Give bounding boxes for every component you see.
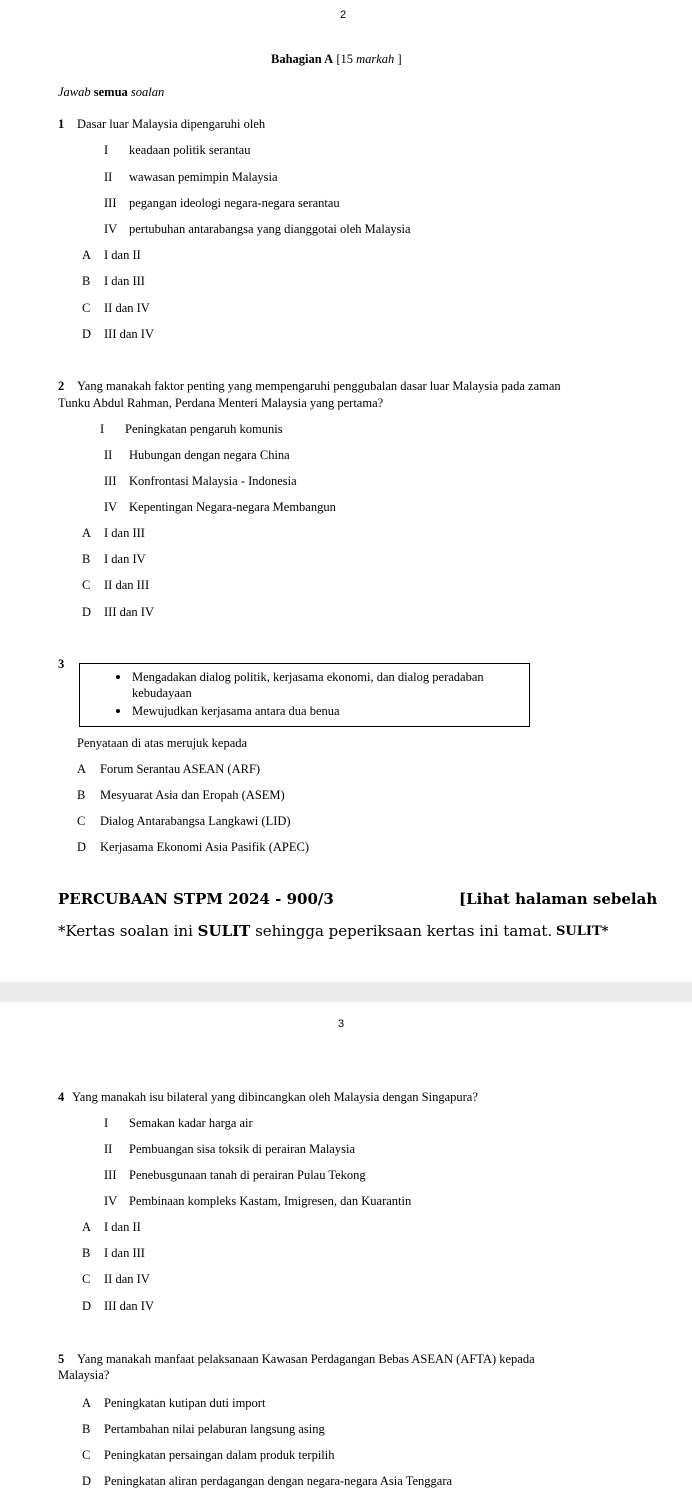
statement-text: Pembinaan kompleks Kastam, Imigresen, dan Kuarantin xyxy=(129,1194,412,1208)
question-stem: Penyataan di atas merujuk kepada xyxy=(77,736,248,750)
option-letter: B xyxy=(77,788,86,802)
note-text: sehingga peperiksaan kertas ini tamat. xyxy=(250,922,553,940)
exam-code: PERCUBAAN STPM 2024 - 900/3 xyxy=(58,890,334,908)
option-text: Forum Serantau ASEAN (ARF) xyxy=(100,762,261,776)
option-letter: C xyxy=(82,301,91,315)
exam-page-3 xyxy=(0,1002,692,1494)
statement-text: Konfrontasi Malaysia - Indonesia xyxy=(129,474,297,488)
option-text: I dan IV xyxy=(104,552,146,566)
option-letter: A xyxy=(82,526,92,540)
option-letter: D xyxy=(77,840,87,854)
question-number: 4 xyxy=(58,1090,65,1104)
option-text: I dan III xyxy=(104,526,145,540)
statement-numeral: I xyxy=(104,1116,109,1130)
question-number: 1 xyxy=(58,117,65,131)
instruction-semua: semua xyxy=(93,85,128,99)
page-number: 2 xyxy=(340,9,347,21)
option-text: II dan IV xyxy=(104,301,150,315)
option-letter: C xyxy=(77,814,86,828)
statement-text: Pembuangan sisa toksik di perairan Malaysia xyxy=(129,1142,355,1156)
option-letter: D xyxy=(82,327,92,341)
option-letter: C xyxy=(82,578,91,592)
option-text: III dan IV xyxy=(104,605,154,619)
option-letter: A xyxy=(82,1220,92,1234)
instruction-jawab: Jawab xyxy=(58,85,91,99)
bullet-icon xyxy=(116,675,120,679)
option-letter: B xyxy=(82,274,91,288)
option-text: Peningkatan aliran perdagangan dengan negara-negara Asia Tenggara xyxy=(104,1474,453,1488)
turn-page-note: [Lihat halaman sebelah xyxy=(459,890,658,908)
option-text: Pertambahan nilai pelaburan langsung asing xyxy=(104,1422,325,1436)
question-stem-line-2: Tunku Abdul Rahman, Perdana Menteri Malaysia yang pertama? xyxy=(58,396,384,410)
option-text: Dialog Antarabangsa Langkawi (LID) xyxy=(100,814,291,828)
option-text: III dan IV xyxy=(104,1299,154,1313)
box-bullet-1-line-1: Mengadakan dialog politik, kerjasama ekonomi, dan dialog peradaban xyxy=(132,670,484,684)
instruction xyxy=(58,85,164,100)
option-text: I dan II xyxy=(104,248,141,262)
option-letter: B xyxy=(82,1246,91,1260)
option-text: Peningkatan kutipan duti import xyxy=(104,1396,266,1410)
question-stem-line-1: Yang manakah manfaat pelaksanaan Kawasan Perdagangan Bebas ASEAN (AFTA) kepada xyxy=(77,1352,535,1366)
option-text: Mesyuarat Asia dan Eropah (ASEM) xyxy=(100,788,285,802)
question-stem-line-1: Yang manakah faktor penting yang mempengaruhi penggubalan dasar luar Malaysia pada zaman xyxy=(77,379,561,393)
option-letter: B xyxy=(82,552,91,566)
statement-text: wawasan pemimpin Malaysia xyxy=(129,170,278,184)
statement-text: Penebusgunaan tanah di perairan Pulau Tekong xyxy=(129,1168,366,1182)
statement-text: Semakan kadar harga air xyxy=(129,1116,253,1130)
option-letter: D xyxy=(82,605,92,619)
option-letter: C xyxy=(82,1272,91,1286)
statement-numeral: I xyxy=(104,143,109,157)
question-stem-line-2: Malaysia? xyxy=(58,1368,110,1382)
page-number: 3 xyxy=(338,1018,345,1030)
confidential-note xyxy=(58,922,552,940)
bullet-icon xyxy=(116,709,120,713)
option-letter: A xyxy=(82,248,92,262)
option-text: Kerjasama Ekonomi Asia Pasifik (APEC) xyxy=(100,840,309,854)
statement-numeral: III xyxy=(104,474,117,488)
question-stem: Dasar luar Malaysia dipengaruhi oleh xyxy=(77,117,266,131)
statement-numeral: II xyxy=(104,448,113,462)
section-heading xyxy=(271,52,402,67)
statement-numeral: IV xyxy=(104,1194,118,1208)
option-text: I dan III xyxy=(104,274,145,288)
statement-numeral: II xyxy=(104,170,113,184)
option-text: Peningkatan persaingan dalam produk terpilih xyxy=(104,1448,335,1462)
question-stem: Yang manakah isu bilateral yang dibincangkan oleh Malaysia dengan Singapura? xyxy=(72,1090,478,1104)
option-text: III dan IV xyxy=(104,327,154,341)
note-text: *Kertas soalan ini xyxy=(58,922,198,940)
option-letter: A xyxy=(82,1396,92,1410)
box-bullet-2: Mewujudkan kerjasama antara dua benua xyxy=(132,704,340,718)
question-number: 3 xyxy=(58,657,65,671)
option-letter: C xyxy=(82,1448,91,1462)
statement-text: pertubuhan antarabangsa yang dianggotai oleh Malaysia xyxy=(129,222,411,236)
statement-numeral: II xyxy=(104,1142,113,1156)
section-marks-close: ] xyxy=(394,52,402,66)
statement-text: Kepentingan Negara-negara Membangun xyxy=(129,500,336,514)
box-bullet-1-line-2: kebudayaan xyxy=(132,686,192,700)
statement-text: pegangan ideologi negara-negara serantau xyxy=(129,196,340,210)
option-text: I dan III xyxy=(104,1246,145,1260)
page-separator xyxy=(0,982,692,1002)
section-marks-word: markah xyxy=(356,52,395,66)
question-number: 5 xyxy=(58,1352,65,1366)
statement-text: Hubungan dengan negara China xyxy=(129,448,290,462)
option-letter: A xyxy=(77,762,87,776)
statement-numeral: III xyxy=(104,1168,117,1182)
statement-text: Peningkatan pengaruh komunis xyxy=(125,422,283,436)
statement-numeral: III xyxy=(104,196,117,210)
statement-numeral: IV xyxy=(104,500,118,514)
section-title: Bahagian A xyxy=(271,52,334,66)
statement-text: keadaan politik serantau xyxy=(129,143,251,157)
option-text: II dan III xyxy=(104,578,150,592)
option-letter: D xyxy=(82,1299,92,1313)
option-letter: D xyxy=(82,1474,92,1488)
instruction-soalan: soalan xyxy=(130,85,165,99)
section-marks-open: [15 xyxy=(336,52,357,66)
option-text: I dan II xyxy=(104,1220,141,1234)
option-letter: B xyxy=(82,1422,91,1436)
option-text: II dan IV xyxy=(104,1272,150,1286)
statement-numeral: I xyxy=(100,422,105,436)
statement-numeral: IV xyxy=(104,222,118,236)
question-number: 2 xyxy=(58,379,65,393)
note-sulit: SULIT xyxy=(197,922,251,940)
sulit-mark: SULIT* xyxy=(556,924,609,939)
